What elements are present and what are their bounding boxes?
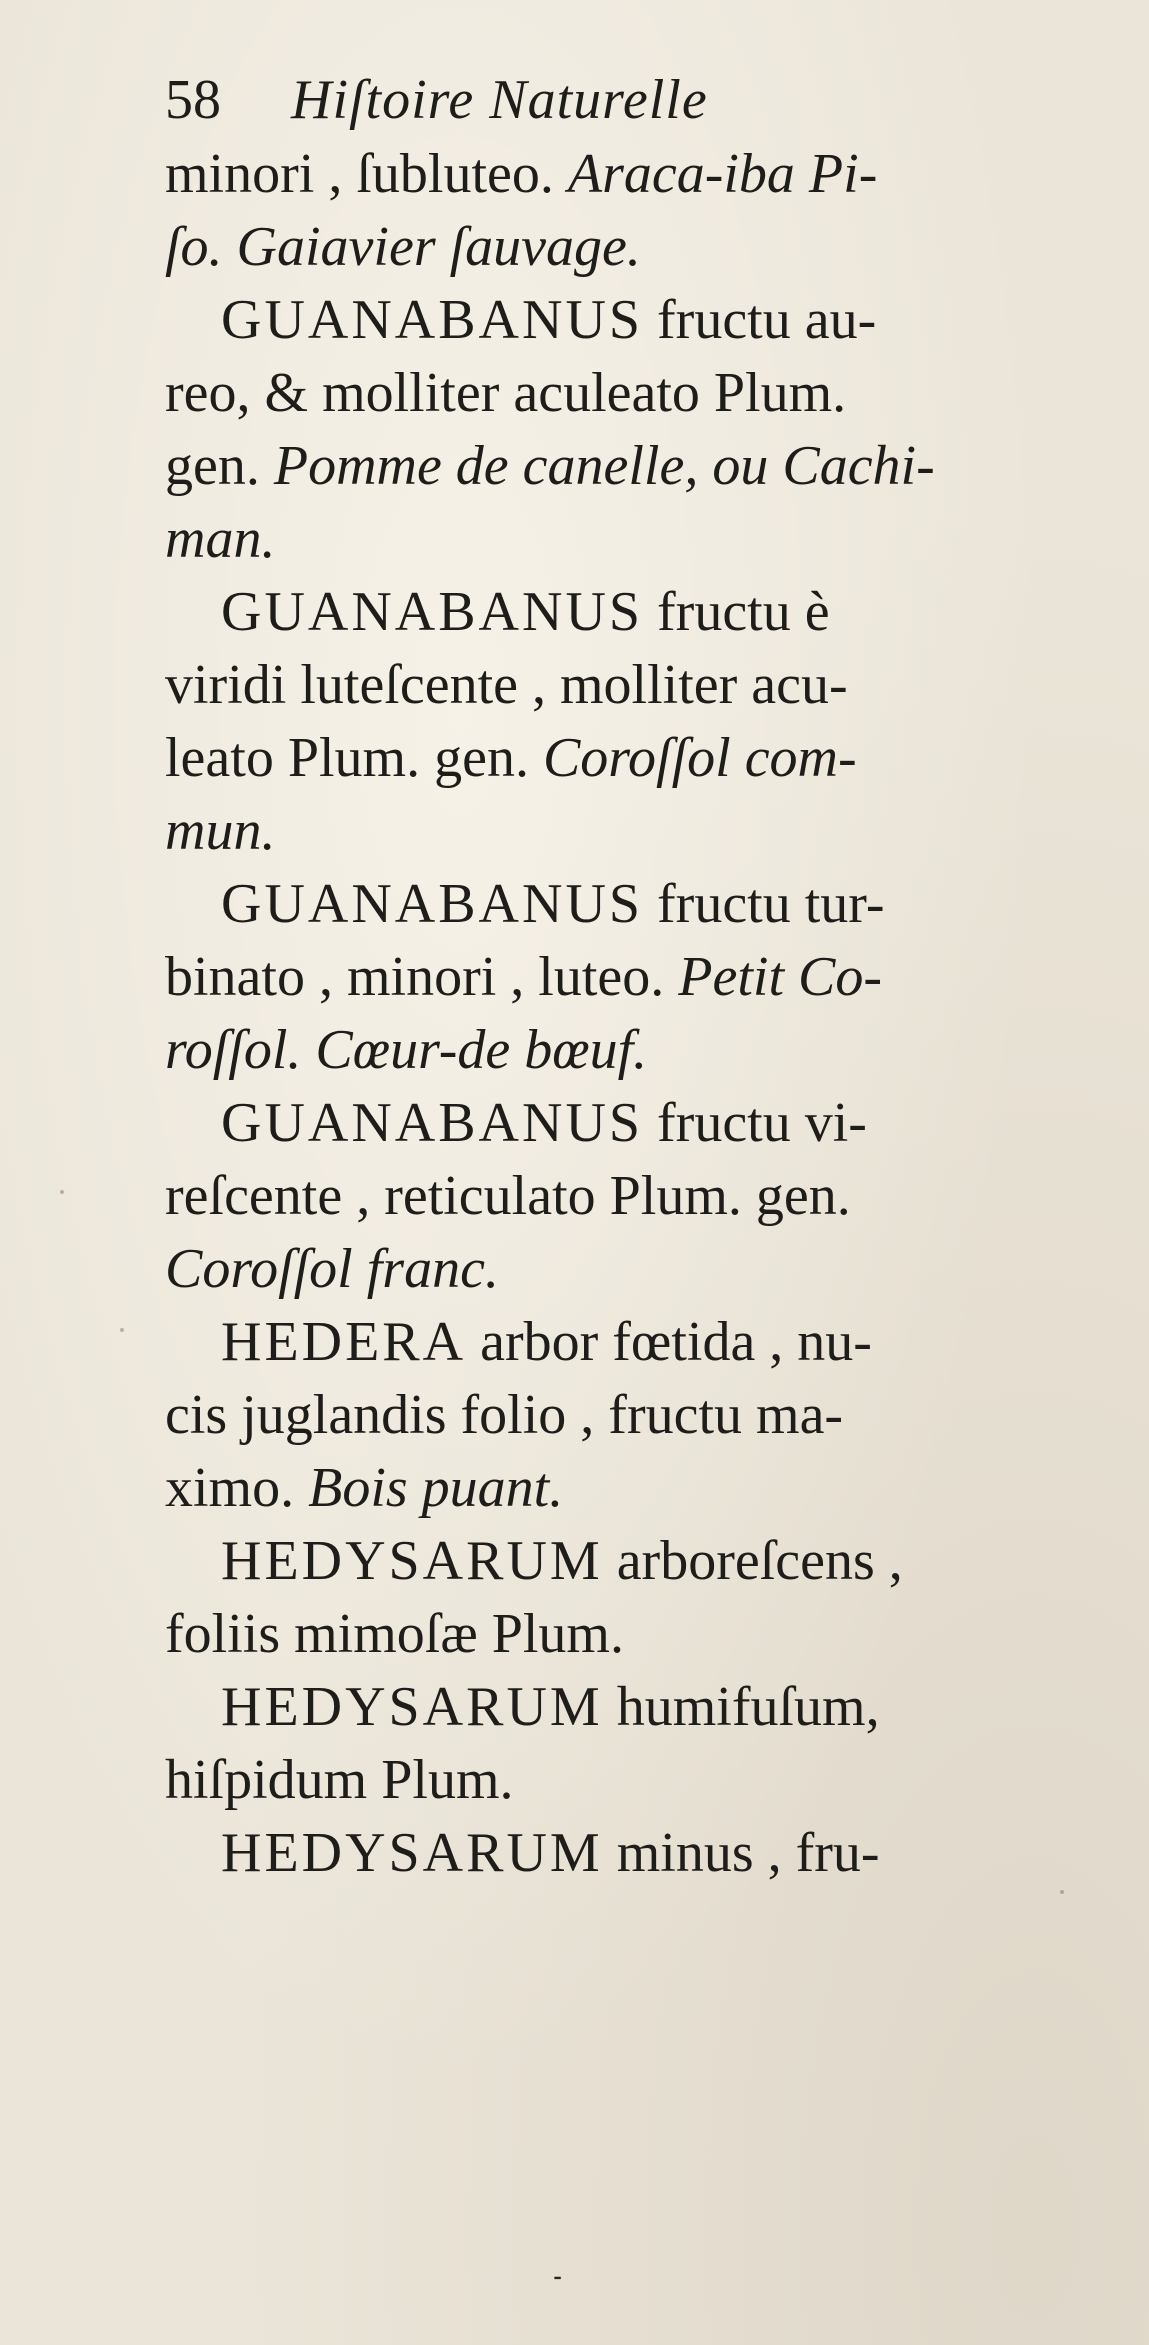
page-number: 58	[165, 69, 221, 131]
text-line	[165, 211, 1125, 284]
text-line	[165, 138, 1125, 211]
text-line	[165, 795, 1125, 868]
text-line	[165, 576, 1125, 649]
text-line	[165, 1014, 1125, 1087]
italic-text: Araca-iba Pi-	[567, 143, 878, 205]
text-segment: fructu tur-	[643, 873, 885, 935]
italic-text: Bois puant.	[308, 1457, 564, 1519]
entry-headword: HEDYSARUM	[221, 1530, 603, 1592]
text-segment: fructu vi-	[643, 1092, 867, 1154]
text-segment: humifuſum,	[602, 1676, 880, 1738]
text-line	[165, 1087, 1125, 1160]
text-segment: fructu è	[643, 581, 830, 643]
text-line	[165, 1671, 1125, 1744]
entry-headword: GUANABANUS	[221, 1092, 644, 1154]
text-segment: leato Plum. gen.	[165, 727, 543, 789]
body-text	[165, 138, 1125, 1890]
italic-text: Petit Co-	[678, 946, 883, 1008]
text-line	[165, 1379, 1125, 1452]
text-segment: binato , minori , luteo.	[165, 946, 679, 1008]
text-segment: arboreſcens ,	[602, 1530, 903, 1592]
text-line	[165, 1817, 1125, 1890]
entry-headword: HEDYSARUM	[221, 1676, 603, 1738]
italic-text: Coroſſol com-	[542, 727, 857, 789]
text-line	[165, 430, 1125, 503]
text-segment: fructu au-	[643, 289, 877, 351]
italic-text: ſo. Gaiavier ſauvage.	[165, 216, 641, 278]
text-line	[165, 1598, 1125, 1671]
text-line	[165, 503, 1125, 576]
text-line	[165, 1452, 1125, 1525]
italic-text: mun.	[165, 800, 276, 862]
text-segment: minori , ſubluteo.	[165, 143, 568, 205]
italic-text: Pomme de canelle, ou Cachi-	[273, 435, 935, 497]
text-line	[165, 649, 1125, 722]
entry-headword: HEDYSARUM	[221, 1822, 603, 1884]
text-segment: reſcente , reticulato Plum. gen.	[165, 1165, 851, 1227]
entry-headword: GUANABANUS	[221, 581, 644, 643]
text-line	[165, 1160, 1125, 1233]
page-header	[165, 68, 708, 138]
text-segment: viridi luteſcente , molliter acu-	[165, 654, 848, 716]
paper-speck	[1060, 1890, 1064, 1894]
italic-text: Coroſſol franc.	[165, 1238, 499, 1300]
text-segment: foliis mimoſæ Plum.	[165, 1603, 624, 1665]
text-segment: hiſpidum Plum.	[165, 1749, 514, 1811]
text-line	[165, 722, 1125, 795]
running-title: Hiſtoire Naturelle	[291, 69, 708, 131]
text-segment: minus , fru-	[602, 1822, 880, 1884]
text-line	[165, 284, 1125, 357]
catch-mark: ⁃	[552, 2266, 563, 2291]
text-segment: cis juglandis folio , fructu ma-	[165, 1384, 844, 1446]
text-line	[165, 941, 1125, 1014]
italic-text: man.	[165, 508, 276, 570]
paper-speck	[60, 1190, 64, 1194]
text-line	[165, 1525, 1125, 1598]
text-line	[165, 1306, 1125, 1379]
italic-text: roſſol. Cœur-de bœuf.	[165, 1019, 648, 1081]
text-segment: ximo.	[165, 1457, 309, 1519]
entry-headword: GUANABANUS	[221, 289, 644, 351]
text-line	[165, 357, 1125, 430]
text-line	[165, 1744, 1125, 1817]
text-line	[165, 1233, 1125, 1306]
text-segment: reo, & molliter aculeato Plum.	[165, 362, 847, 424]
entry-headword: GUANABANUS	[221, 873, 644, 935]
text-line	[165, 868, 1125, 941]
text-segment: gen.	[165, 435, 274, 497]
text-segment: arbor fœtida , nu-	[466, 1311, 872, 1373]
entry-headword: HEDERA	[221, 1311, 467, 1373]
paper-speck	[120, 1328, 124, 1332]
